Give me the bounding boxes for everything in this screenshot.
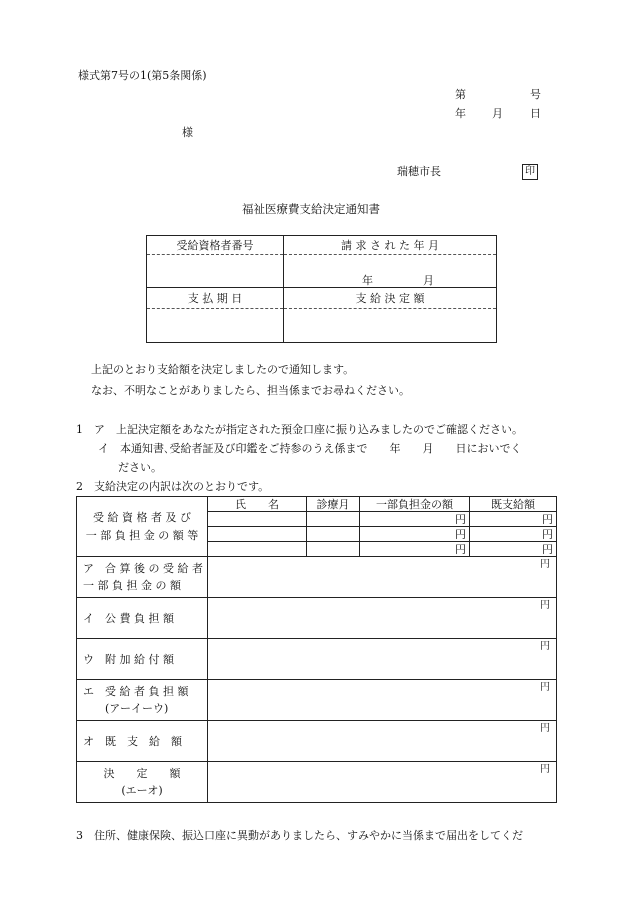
row-d-yen: 円 [540,682,550,693]
header-name: 氏 名 [208,497,307,512]
row-a-label-line-2: 一 部 負 担 金 の 額 [83,579,181,592]
row-b-yen: 円 [540,600,550,611]
mayor-name: 瑞穂市長 [397,165,441,178]
row-b-label: イ 公 費 負 担 額 [77,598,208,639]
row-f-yen: 円 [540,764,550,775]
beneficiary-label-line-1: 受 給 資 格 者 及 び [93,510,191,524]
header-claim-month: 請 求 さ れ た 年 月 [284,236,497,255]
partial-yen: 円 [360,527,470,542]
item-2: 2 支給決定の内訳は次のとおりです。 [76,480,270,493]
month-cell [307,542,360,557]
header-decided-amount: 支 給 決 定 額 [284,288,497,309]
row-a-value [208,557,557,598]
row-d-label [77,680,208,721]
number-suffix: 号 [530,88,541,101]
addressee-suffix: 様 [182,126,193,139]
year-unit: 年 [362,274,373,287]
header-partial-amount: 一部負担金の額 [360,497,470,512]
paid-yen: 円 [470,512,557,527]
name-cell [208,527,307,542]
row-a-yen: 円 [540,559,550,570]
notice-line-1: 上記のとおり支給額を決定しましたので通知します。 [91,363,355,376]
row-f-label-line-2: (エーオ) [121,784,163,797]
row-a-label-line-1: ア 合 算 後 の 受 給 者 [83,561,203,575]
seal-mark: 印 [522,164,538,180]
row-c-yen: 円 [540,641,550,652]
partial-yen: 円 [360,512,470,527]
row-c-value [208,639,557,680]
name-cell [208,512,307,527]
header-payment-date: 支 払 期 日 [147,288,284,309]
partial-yen: 円 [360,542,470,557]
date-month: 月 [492,107,503,120]
row-f-label [77,762,208,803]
payment-date-cell [147,309,284,343]
header-beneficiary-number: 受給資格者番号 [147,236,284,255]
row-e-label: オ 既 支 給 額 [77,721,208,762]
notice-line-2: なお、不明なことがありましたら、担当係までお尋ねください。 [91,384,410,397]
date-day: 日 [530,107,541,120]
row-d-value [208,680,557,721]
item-1b-line-1: イ 本通知書､受給者証及び印鑑をご持参のうえ係まで 年 月 日においでく [98,442,522,455]
beneficiary-number-cell [147,255,284,288]
claim-month-cell [284,255,497,288]
summary-table [146,235,497,343]
paid-yen: 円 [470,542,557,557]
form-number: 様式第7号の1(第5条関係) [78,69,207,82]
paid-yen: 円 [470,527,557,542]
name-cell [208,542,307,557]
beneficiary-label [77,497,208,557]
row-f-value [208,762,557,803]
row-e-value [208,721,557,762]
breakdown-table [76,496,557,803]
header-treatment-month: 診療月 [307,497,360,512]
header-paid-amount: 既支給額 [470,497,557,512]
row-d-label-line-2: (アーイーウ) [105,702,169,715]
month-cell [307,512,360,527]
item-3: 3 住所、健康保険、振込口座に異動がありましたら、すみやかに当係まで届出をしてくだ [76,829,523,842]
document-title: 福祉医療費支給決定通知書 [242,202,380,216]
row-b-value [208,598,557,639]
row-a-label [77,557,208,598]
row-d-label-line-1: エ 受 給 者 負 担 額 [83,684,189,698]
row-c-label: ウ 附 加 給 付 額 [77,639,208,680]
item-1b-line-2: ださい。 [118,461,162,474]
row-e-yen: 円 [540,723,550,734]
beneficiary-label-line-2: 一 部 負 担 金 の 額 等 [85,528,199,542]
item-1a: 1 ア 上記決定額をあなたが指定された預金口座に振り込みましたのでご確認ください。 [76,423,523,436]
decided-amount-cell [284,309,497,343]
month-unit: 月 [423,274,434,287]
month-cell [307,527,360,542]
date-year: 年 [455,107,466,120]
row-f-label-line-1: 決 定 額 [103,766,181,780]
number-prefix: 第 [455,88,466,101]
